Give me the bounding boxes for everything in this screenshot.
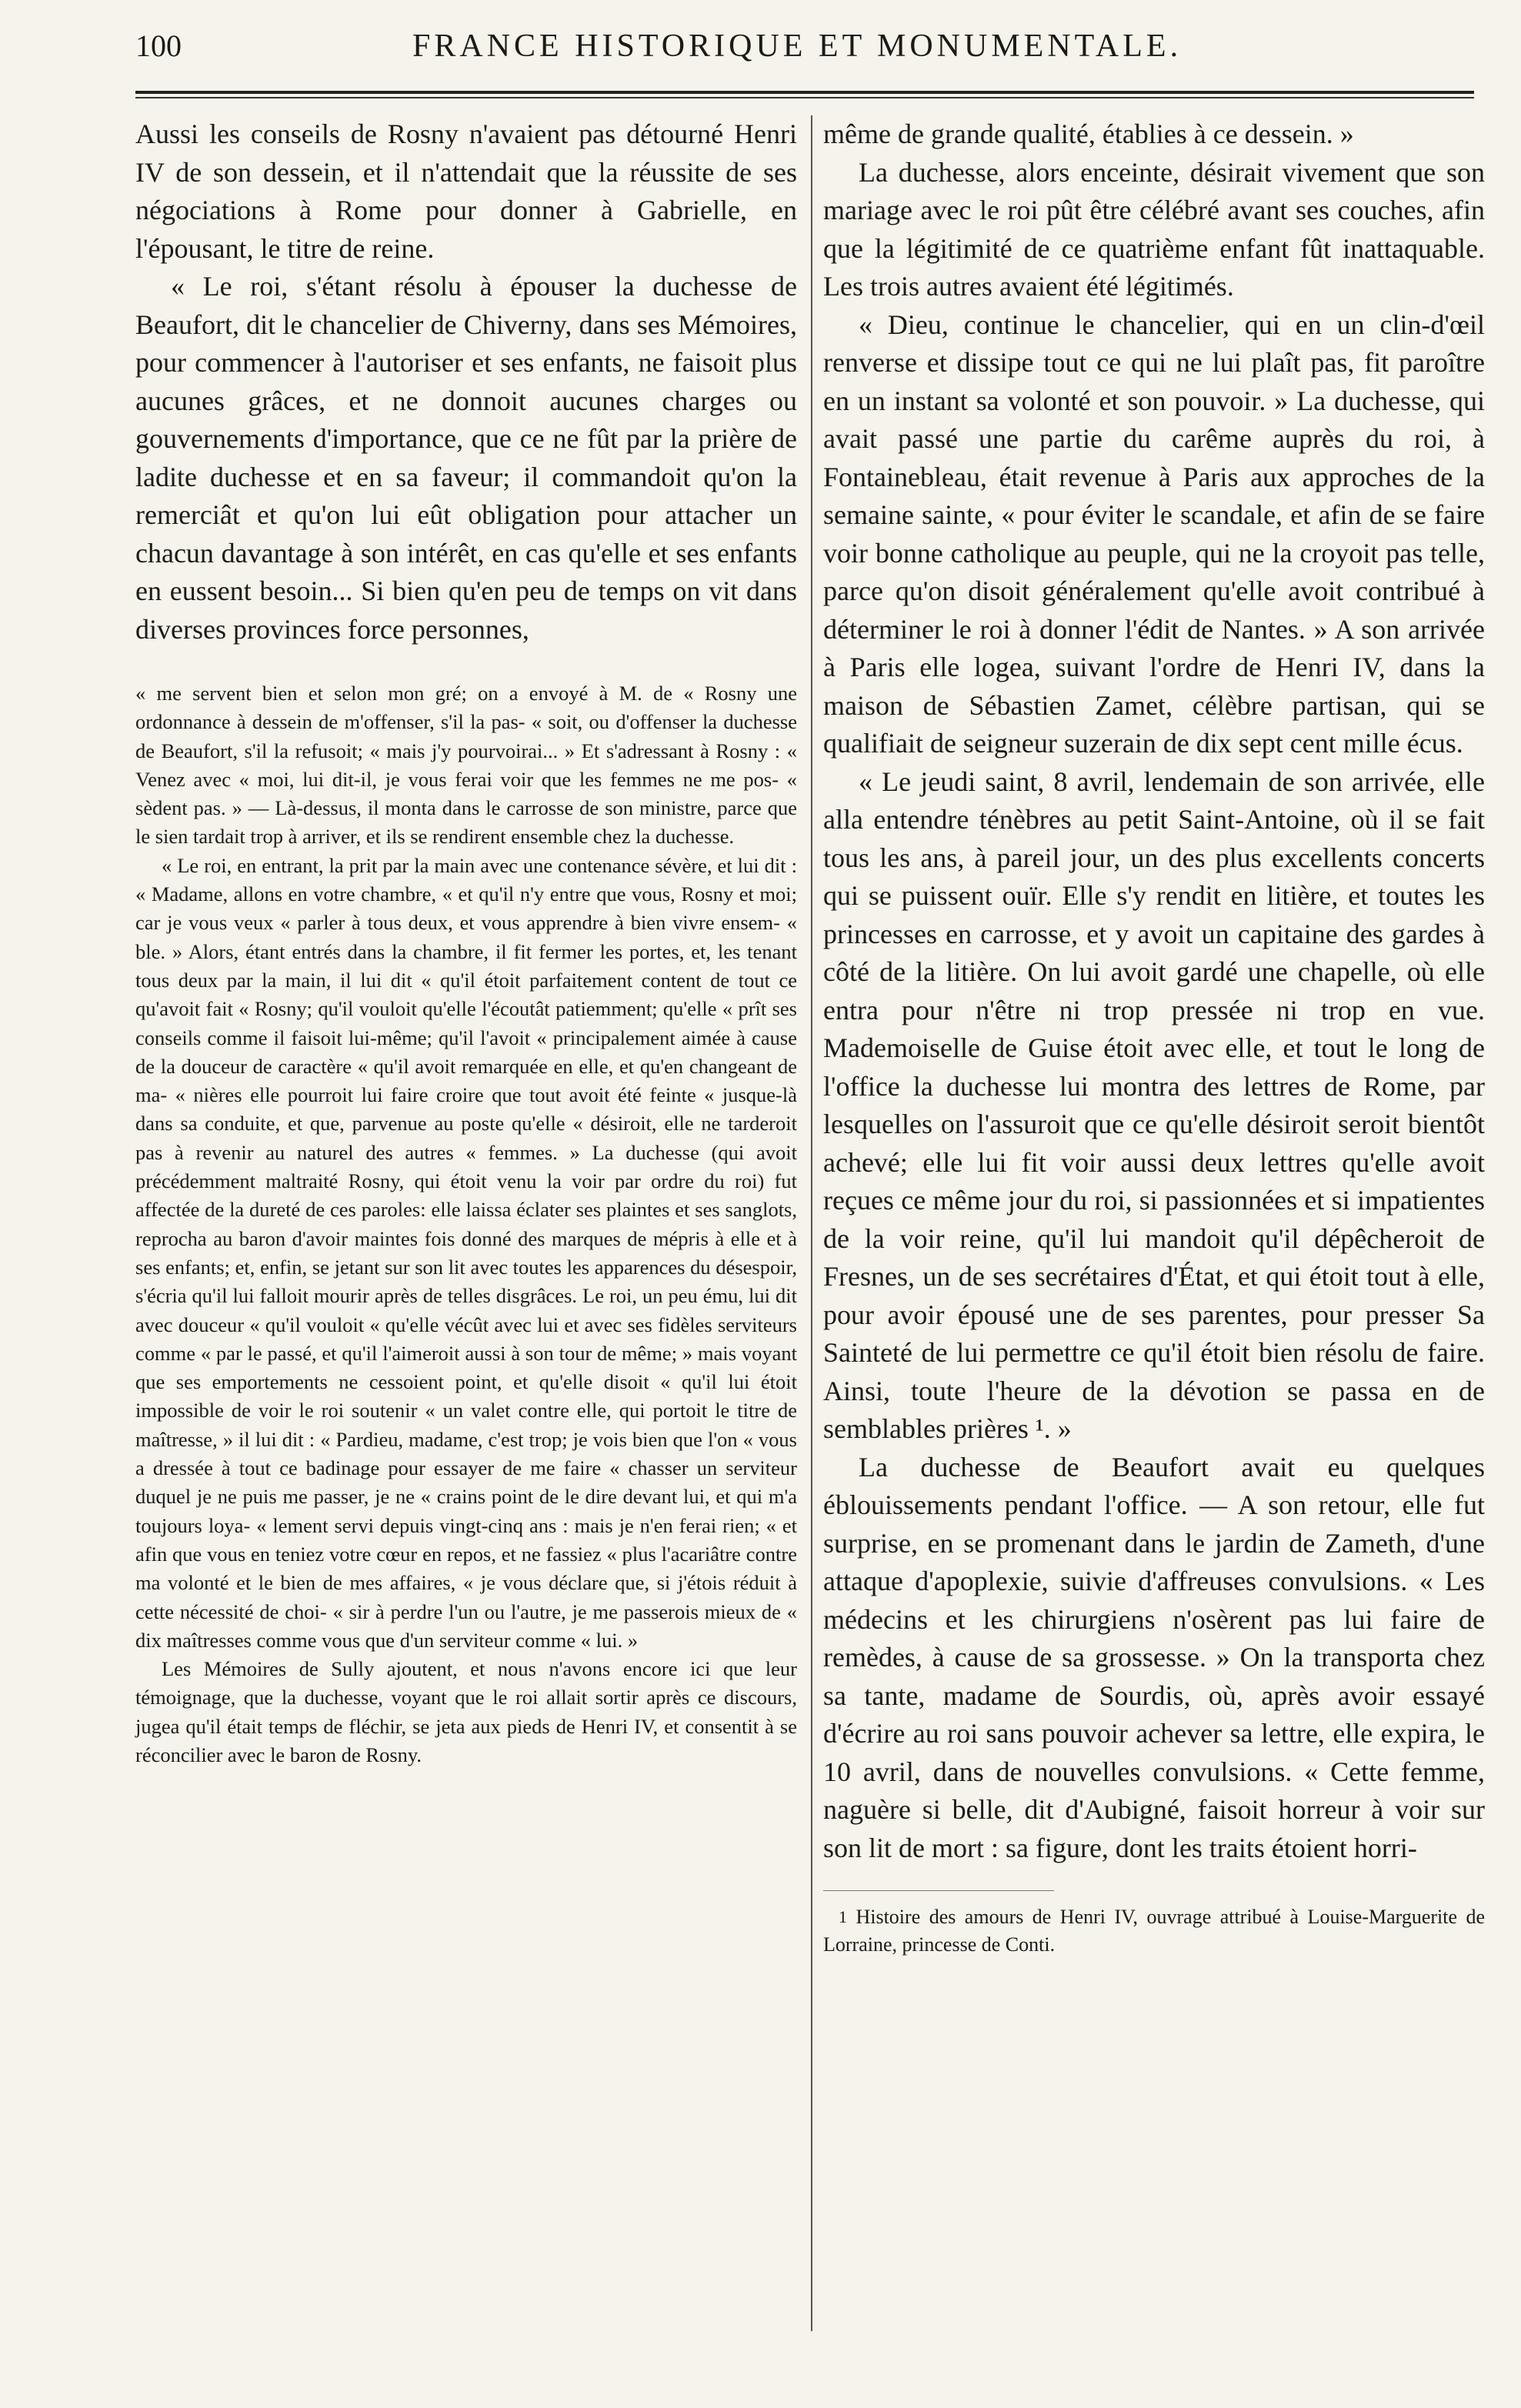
column-divider bbox=[811, 115, 812, 2331]
footnote-marker: 1 bbox=[839, 1907, 847, 1926]
page-header bbox=[135, 23, 1474, 69]
page-number: 100 bbox=[135, 28, 182, 63]
body-paragraph: « Le roi, s'étant résolu à épouser la duchesse de Beaufort, dit le chancelier de Chiverny, dans ses Mémoires, pour commencer à l'autoriser et ses enfants, ne faisoit plus aucunes grâces, et ne donnoit aucunes charges ou gouvernements d'importance, que ce ne fût par la prière de ladite duchesse et en sa faveur; il commandoit qu'on la remerciât et qu'on lui eût obligation pour attacher un chacun davantage à son intérêt, en cas qu'elle et ses enfants en eussent besoin... Si bien qu'en peu de temps on vit dans diverses provinces force personnes, bbox=[135, 271, 797, 645]
note-paragraph: Les Mémoires de Sully ajoutent, et nous n'avons encore ici que leur témoignage, que la duchesse, voyant que le roi allait sortir après ce discours, jugea qu'il était temps de fléchir, se jeta aux pieds de Henri IV, et consentit à se réconcilier avec le baron de Rosny. bbox=[135, 1657, 797, 1766]
header-rule-thin bbox=[135, 97, 1474, 98]
body-paragraph: La duchesse de Beaufort avait eu quelques éblouissements pendant l'office. — A son retour, elle fut surprise, en se promenant dans le jardin de Zameth, d'une attaque d'apoplexie, suivie d'affreuses convulsions. « Les médecins et les chirurgiens n'osèrent pas lui faire de remèdes, à cause de sa grossesse. » On la transporta chez sa tante, madame de Sourdis, où, après avoir essayé d'écrire au roi sans pouvoir achever sa lettre, elle expira, le 10 avril, dans de nouvelles convulsions. « Cette femme, naguère si belle, dit d'Aubigné, faisoit horreur à voir sur son lit de mort : sa figure, dont les traits étoient horri- bbox=[823, 1451, 1485, 1863]
running-title: FRANCE HISTORIQUE ET MONUMENTALE. bbox=[412, 28, 1182, 64]
notes-block bbox=[135, 679, 797, 1769]
body-paragraph: « Dieu, continue le chancelier, qui en un clin-d'œil renverse et dissipe tout ce qui ne lui plaît pas, fit paroître en un instant sa volonté et son pouvoir. » La duchesse, qui avait passé une partie du carême auprès du roi, à Fontainebleau, était revenue à Paris aux approches de la semaine sainte, « pour éviter le scandale, et afin de se faire voir bonne catholique au peuple, qui ne la croyoit pas telle, parce qu'on disoit généralement qu'elle avoit contribué à déterminer le roi à donner l'édit de Nantes. » A son arrivée à Paris elle logea, suivant l'ordre de Henri IV, dans la maison de Sébastien Zamet, célèbre partisan, qui se qualifiait de seigneur suzerain de dix sept cent mille écus. bbox=[823, 309, 1485, 759]
body-paragraph: La duchesse, alors enceinte, désirait vivement que son mariage avec le roi pût être célébré avant ses couches, afin que la légitimité de ce quatrième enfant fût inattaquable. Les trois autres avaient été légitimés. bbox=[823, 156, 1485, 302]
footnote-text: Histoire des amours de Henri IV, ouvrage attribué à Louise-Marguerite de Lorraine, princesse de Conti. bbox=[823, 1906, 1486, 1956]
header-rule-thick bbox=[135, 91, 1474, 94]
body-paragraph: même de grande qualité, établies à ce dessein. » bbox=[823, 118, 1354, 149]
left-column bbox=[135, 115, 797, 1769]
note-paragraph: « Le roi, en entrant, la prit par la main avec une contenance sévère, et lui dit : « Madame, allons en votre chambre, « et qu'il n'y entre que vous, Rosny et moi; car je vous veux « parler à tous deux, et vous apprendre à bien vivre ensem- « ble. » Alors, étant entrés dans la chambre, il fit fermer les portes, et, les tenant tous deux par la main, il lui dit « qu'il étoit parfaitement content de tout ce qu'avoit fait « Rosny; qu'il vouloit qu'elle l'écoutât patiemment; qu'elle « prît ses conseils comme il faisoit lui-même; qu'il l'avoit « principalement aimée à cause de la douceur de caractère « qu'il avoit remarquée en elle, et qu'en changeant de ma- « nières elle pourroit lui faire croire que tout avoit été feinte « jusque-là dans sa conduite, et que, parvenue au poste qu'elle « désiroit, elle ne tarderoit pas à revenir au naturel des autres « femmes. » La duchesse (qui avoit précédemment maltraité Rosny, qui étoit venu la voir par ordre du roi) fut affectée de la dureté de ces paroles: elle laissa éclater ses plaintes et ses sanglots, reprocha au baron d'avoir maintes fois donné des marques de mépris à elle et à ses enfants; et, enfin, se jetant sur son lit avec toutes les apparences du désespoir, s'écria qu'il lui falloit mourir après de telles disgrâces. Le roi, un peu ému, lui dit avec douceur « qu'il vouloit « qu'elle vécût avec lui et avec ses fidèles serviteurs comme « par le passé, et qu'il l'aimeroit aussi à son tour de même; » mais voyant que ses emportements ne cessoient point, et qu'elle disoit « qu'il lui étoit impossible de voir le roi soutenir « un valet contre elle, qui portoit le titre de maîtresse, » il lui dit : « Pardieu, madame, c'est trop; je vois bien que l'on « vous a dressée à tout ce badinage pour essayer de me faire « chasser un serviteur duquel je ne puis me passer, je ne « crains point de le dire devant lui, et qui m'a toujours loya- « lement servi depuis vingt-cinq ans : mais je n'en ferai rien; « et afin que vous en teniez votre cœur en repos, et ne fassiez « plus l'acariâtre contre ma volonté et le bien de mes affaires, « je vous déclare que, si j'étois réduit à cette nécessité de choi- « sir à perdre l'un ou l'autre, je me passerois mieux de « dix maîtresses comme vous que d'un serviteur comme « lui. » bbox=[135, 853, 797, 1652]
right-column bbox=[823, 115, 1485, 1959]
note-paragraph: « me servent bien et selon mon gré; on a envoyé à M. de « Rosny une ordonnance à dessein de m'offenser, s'il la pas- « soit, ou d'offenser la duchesse de Beaufort, s'il la refusoit; « mais j'y pourvoirai... » Et s'adressant à Rosny : « Venez avec « moi, lui dit-il, je vous ferai voir que les femmes ne me pos- « sèdent pas. » — Là-dessus, il monta dans le carrosse de son ministre, parce que le sien tardait trop à arriver, et ils se rendirent ensemble chez la duchesse. bbox=[135, 682, 797, 849]
body-paragraph: Aussi les conseils de Rosny n'avaient pas détourné Henri IV de son dessein, et il n'attendait que la réussite de ses négociations à Rome pour donner à Gabrielle, en l'épousant, le titre de reine. bbox=[135, 118, 797, 264]
footnote bbox=[823, 1903, 1485, 1959]
body-paragraph: « Le jeudi saint, 8 avril, lendemain de son arrivée, elle alla entendre ténèbres au petit Saint-Antoine, où il se fait tous les ans, à pareil jour, un des plus excellents concerts qui se puissent ouïr. Elle s'y rendit en litière, et toutes les princesses en carrosse, et y avoit un capitaine des gardes à côté de la litière. On lui avoit gardé une chapelle, où elle entra pour n'être ni trop pressée ni trop en vue. Mademoiselle de Guise étoit avec elle, et tout le long de l'office la duchesse lui montra des lettres de Rome, par lesquelles on l'assuroit que ce qu'elle désiroit seroit bientôt achevé; elle lui fit voir aussi deux lettres qu'elle avoit reçues ce même jour du roi, si passionnées et si impatientes de la voir reine, qu'il lui mandoit qu'il dépêcheroit de Fresnes, un de ses secrétaires d'État, et qui étoit tout à elle, pour avoir épousé une de ses parentes, pour presser Sa Sainteté de lui permettre ce qu'il étoit bien résolu de faire. Ainsi, toute l'heure de la dévotion se passa en de semblables prières ¹. » bbox=[823, 765, 1485, 1444]
footnote-rule bbox=[823, 1890, 1054, 1891]
